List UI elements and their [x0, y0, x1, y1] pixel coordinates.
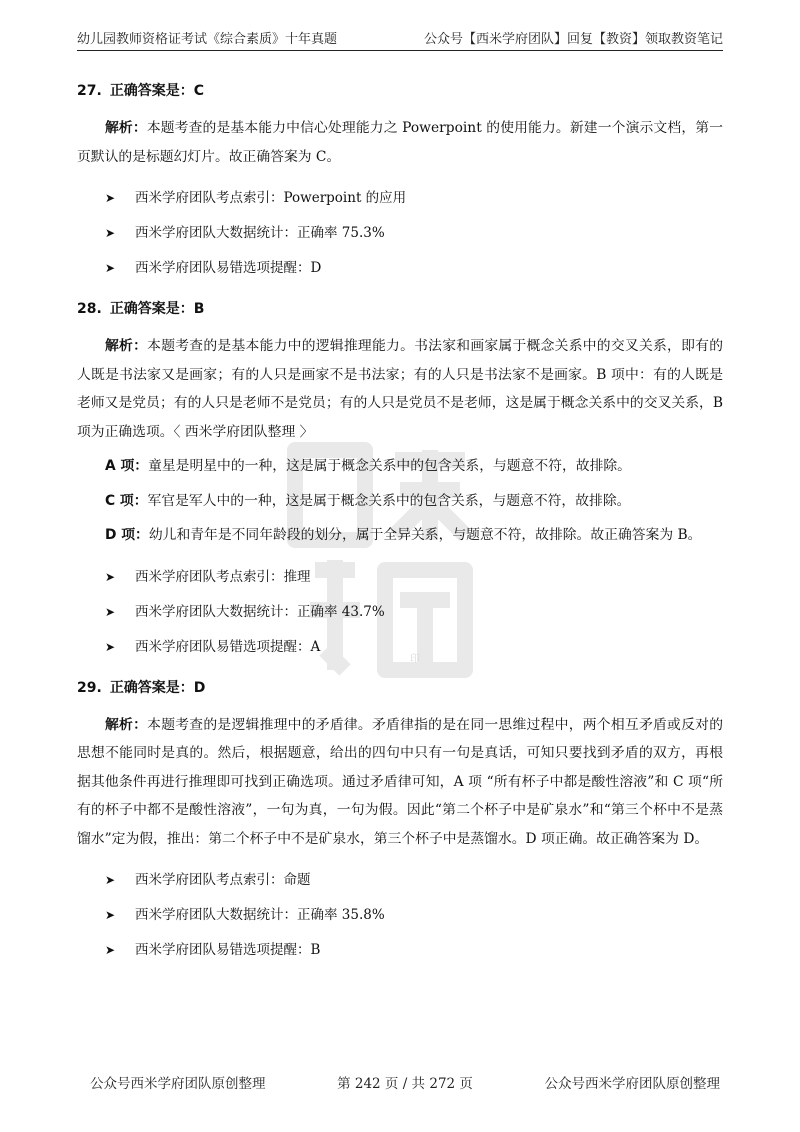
list-item [77, 863, 723, 898]
analysis-label: 解析： [105, 338, 148, 354]
option-c-explanation [77, 487, 723, 516]
option-label: C 项： [105, 492, 148, 509]
bullet-text: 西米学府团队大数据统计：正确率 35.8% [135, 907, 385, 923]
question-27-title [77, 80, 723, 100]
arrowhead-bullet-icon: ➤ [105, 191, 116, 205]
analysis-text: 本题考查的是基本能力中信心处理能力之 Powerpoint 的使用能力。新建一个演示文档，第一页默认的是标题幻灯片。故正确答案为 C。 [77, 120, 724, 165]
bullet-text: 西米学府团队易错选项提醒：D [135, 260, 322, 276]
question-29-bullets [77, 863, 723, 968]
question-28-bullets [77, 560, 723, 665]
option-d-explanation [77, 521, 723, 550]
answer-title: 正确答案是：C [109, 83, 205, 99]
arrowhead-bullet-icon: ➤ [105, 226, 116, 240]
question-29-title [77, 677, 723, 697]
question-29 [77, 677, 723, 969]
bullet-text: 西米学府团队大数据统计：正确率 43.7% [135, 603, 385, 620]
arrowhead-bullet-icon: ➤ [105, 639, 116, 654]
option-text: 幼儿和青年是不同年龄段的划分，属于全异关系，与题意不符，故排除。故正确答案为 B。 [148, 527, 702, 543]
header-left-title: 幼儿园教师资格证考试《综合素质》十年真题 [77, 32, 338, 47]
list-item [77, 251, 723, 286]
question-28-analysis [77, 332, 723, 446]
arrowhead-bullet-icon: ➤ [105, 943, 116, 957]
option-text: 童星是明星中的一种，这是属于概念关系中的包含关系，与题意不符，故排除。 [148, 458, 631, 474]
list-item [77, 630, 723, 665]
question-27-bullets [77, 181, 723, 286]
question-number: 28. [77, 301, 102, 317]
list-item [77, 216, 723, 251]
question-27 [77, 80, 723, 286]
svg-text:印: 印 [410, 654, 420, 665]
header-right-promo: 公众号【西米学府团队】回复【教资】领取教资笔记 [423, 32, 723, 47]
page-header [77, 28, 723, 51]
list-item [77, 933, 723, 968]
analysis-text: 本题考查的是逻辑推理中的矛盾律。矛盾律指的是在同一思维过程中，两个相互矛盾或反对的思想不能同时是真的。然后，根据题意，给出的四句中只有一句是真话，可知只要找到矛盾的双方，再根据其他条件再进行推理即可找到正确选项。通过矛盾律可知，A 项 “所有杯子中都是酸性溶液”和 C 项“所有的杯子中都不是酸性溶液”，一句为真，一句为假。因此“第二个杯子中是矿泉水”和“第三个杯中不是蒸馏水”定为假，推出：第二个杯子中不是矿泉水，第三个杯子中是蒸馏水。D 项正确。故正确答案为 D。 [77, 716, 724, 847]
question-28-title [77, 298, 723, 318]
bullet-text: 西米学府团队易错选项提醒：A [135, 638, 321, 655]
question-27-analysis [77, 114, 723, 171]
analysis-label: 解析： [105, 716, 148, 733]
page-content [77, 80, 723, 980]
answer-title: 正确答案是：D [109, 679, 206, 696]
analysis-label: 解析： [105, 120, 147, 136]
question-number: 29. [77, 679, 102, 696]
list-item [77, 898, 723, 933]
option-a-explanation [77, 452, 723, 481]
option-label: D 项： [105, 527, 149, 543]
page-number: 第 242 页 / 共 272 页 [337, 1076, 473, 1092]
arrowhead-bullet-icon: ➤ [105, 604, 116, 619]
bullet-text: 西米学府团队考点索引：推理 [135, 568, 311, 585]
question-number: 27. [77, 83, 102, 99]
footer-left: 公众号西米学府团队原创整理 [90, 1076, 266, 1092]
bullet-text: 西米学府团队考点索引：命题 [135, 872, 311, 888]
list-item [77, 560, 723, 595]
bullet-text: 西米学府团队易错选项提醒：B [135, 942, 321, 958]
arrowhead-bullet-icon: ➤ [105, 569, 116, 584]
list-item [77, 181, 723, 216]
answer-title: 正确答案是：B [109, 301, 205, 317]
page-footer [90, 1072, 720, 1092]
bullet-text: 西米学府团队考点索引：Powerpoint 的应用 [135, 190, 407, 206]
question-28 [77, 298, 723, 665]
arrowhead-bullet-icon: ➤ [105, 908, 116, 922]
list-item [77, 595, 723, 630]
option-text: 军官是军人中的一种，这是属于概念关系中的包含关系，与题意不符，故排除。 [147, 492, 631, 509]
footer-right: 公众号西米学府团队原创整理 [544, 1076, 720, 1092]
analysis-text: 本题考查的是基本能力中的逻辑推理能力。书法家和画家属于概念关系中的交叉关系，即有的人既是书法家又是画家；有的人只是画家不是书法家；有的人只是书法家不是画家。B 项中：有的人既是老师又是党员；有的人只是老师不是党员；有的人只是党员不是老师，这是属于概念关系中的交叉关系，B 项为正确选项。〈 西米学府团队整理 〉 [77, 338, 724, 440]
arrowhead-bullet-icon: ➤ [105, 873, 116, 887]
question-29-analysis [77, 711, 723, 854]
bullet-text: 西米学府团队大数据统计：正确率 75.3% [135, 225, 385, 241]
option-label: A 项： [105, 458, 149, 474]
arrowhead-bullet-icon: ➤ [105, 261, 116, 275]
